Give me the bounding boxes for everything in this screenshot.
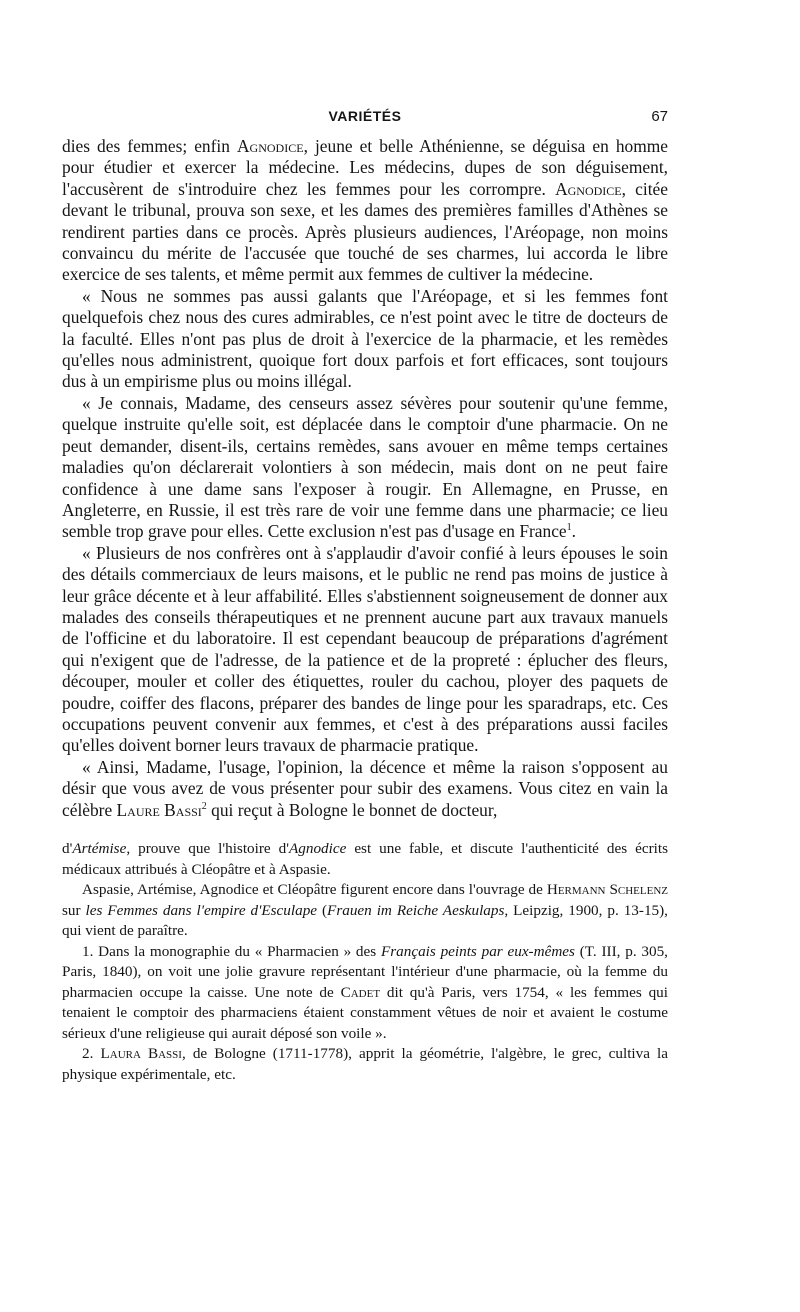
paragraph: « Nous ne sommes pas aussi galants que l'Aréopage, et si les femmes font quelquefois chez nous des cures admirables, ce n'est point avec le titre de docteurs de la faculté. Elles n'ont pas plus de droit à l'exercice de la pharmacie, et les remèdes qu'elles nous administrent, quoique fort doux parfois et fort efficaces, sont toujours dus à un empirisme plus ou moins illégal. xyxy=(62,285,668,392)
paragraph: dies des femmes; enfin Agnodice, jeune et belle Athénienne, se déguisa en homme pour étudier et exercer la médecine. Les médecins, dupes de son déguisement, l'accusèrent de s'introduire chez les femmes pour les corrompre. Agnodice, citée devant le tribunal, prouva son sexe, et les dames des premières familles d'Athènes se rendirent parties dans ce procès. Après plusieurs audiences, l'Aréopage, non moins convaincu du mérite de l'accusée que touché de ses charmes, lui accorda le libre exercice de ses talents, et même permit aux femmes de cultiver la médecine. xyxy=(62,136,669,285)
person-name: Laura Bassi xyxy=(100,1045,182,1062)
running-title: VARIÉTÉS xyxy=(328,108,402,124)
footnote-marker: 2 xyxy=(201,800,207,812)
paragraph: « Ainsi, Madame, l'usage, l'opinion, la décence et même la raison s'opposent au désir que vous avez de vous présenter pour subir des examens. Vous citez en vain la célèbre Laure Bassi$^2$ qui reçut à Bologne le bonnet de docteur, xyxy=(62,756,668,820)
page-header xyxy=(62,108,668,134)
footnote: Aspasie, Artémise, Agnodice et Cléopâtre figurent encore dans l'ouvrage de Hermann Schelenz sur les Femmes dans l'empire d'Esculape (Frauen im Reiche Aeskulaps, Leipzig, 1900, p. 13-15), qui vient de paraître. xyxy=(62,881,668,939)
person-name: Cadet xyxy=(340,983,381,1001)
footnote-marker: 1 xyxy=(566,522,572,534)
footnote: 2. Laura Bassi, de Bologne (1711-1778), apprit la géométrie, l'algèbre, le grec, cultiva la physique expérimentale, etc. xyxy=(62,1045,669,1083)
author-name: Agnodice xyxy=(237,136,304,156)
footnote: 1. Dans la monographie du « Pharmacien » des Français peints par eux-mêmes (T. III, p. 305, Paris, 1840), on voit une jolie gravure représentant l'intérieur d'une pharmacie, où la femme du pharmacien occupe la caisse. Une note de Cadet dit qu'à Paris, vers 1754, « les femmes qui tenaient le comptoir des pharmaciens étaient constamment vêtues de noir et avaient le costume sérieux d'une religieuse qui aurait déposé son voile ». xyxy=(62,942,668,1042)
paragraph: « Je connais, Madame, des censeurs assez sévères pour soutenir qu'une femme, quelque instruite qu'elle soit, est déplacée dans le comptoir d'une pharmacie. On ne peut demander, disent-ils, certains remèdes, sans avouer en même temps certaines maladies qu'on déclarerait volontiers à son médecin, mais dont on ne peut faire confidence à une dame sans l'exposer à rougir. En Allemagne, en Prusse, en Angleterre, en Russie, il est très rare de voir une femme dans une pharmacie; ce lieu semble trop grave pour elles. Cette exclusion n'est pas d'usage en France$^1$. xyxy=(62,392,668,542)
book-page xyxy=(62,108,668,1085)
footnotes xyxy=(62,839,668,1085)
paragraph: « Plusieurs de nos confrères ont à s'applaudir d'avoir confié à leurs épouses le soin des détails commerciaux de leurs maisons, et le public ne rend pas moins de justice à leur grâce décente et à leur affabilité. Elles s'abstiennent soigneusement de donner aux malades des conseils thérapeutiques et ne prennent aucune part aux travaux manuels de l'officine et du laboratoire. Il est cependant beaucoup de préparations d'agrément qui n'exigent que de l'adresse, de la patience et de la propreté : éplucher des fleurs, découper, mouler et coller des étiquettes, rouler du cachou, ployer des paquets de poudre, coiffer des flacons, préparer des bandes de linge pour les sparadraps, etc. Ces occupations peuvent convenir aux femmes, et c'est à des préparations aussi faciles qu'elles doivent borner leurs travaux de pharmacie pratique. xyxy=(62,542,668,756)
person-name: Hermann Schelenz xyxy=(546,881,668,898)
person-name: Laure Bassi xyxy=(116,799,202,820)
page-number: 67 xyxy=(651,108,668,125)
author-name: Agnodice xyxy=(555,178,622,199)
main-text xyxy=(62,136,668,821)
footnote-continuation: d'Artémise, prouve que l'histoire d'Agnodice est une fable, et discute l'authenticité des écrits médicaux attribués à Cléopâtre et à Aspasie. xyxy=(62,840,668,878)
